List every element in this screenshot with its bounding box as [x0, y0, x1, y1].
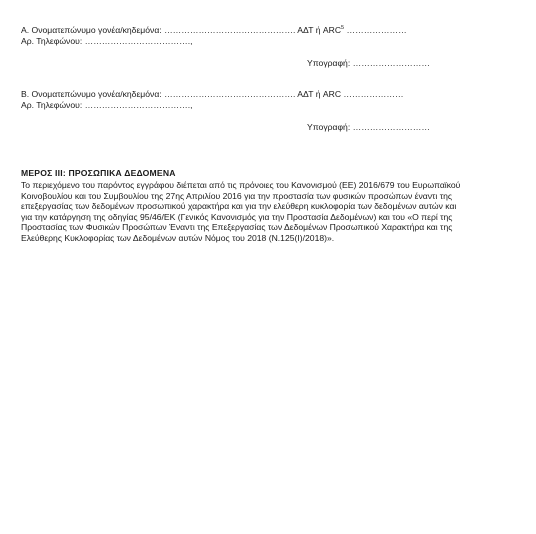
paragraph-line: Το περιεχόμενο του παρόντος εγγράφου διέπεται από τις πρόνοιες του Κανονισμού (ΕΕ) 2016/679 του Ευρωπαϊκού [21, 180, 461, 190]
paragraph-line: επεξεργασίας των δεδομένων προσωπικού χαρακτήρα και για την ελεύθερη κυκλοφορία των δεδομένων αυτών και [21, 201, 457, 211]
guardian-a-signature-line: Υπογραφή: ……………………… [307, 58, 430, 68]
guardian-b-phone-line: Αρ. Τηλεφώνου: ………………………………., [21, 100, 193, 110]
paragraph-line: Κοινοβουλίου και του Συμβουλίου της 27ης Απριλίου 2016 για την προστασία των φυσικών προσώπων έναντι της [21, 190, 453, 201]
data-protection-paragraph [21, 180, 513, 243]
guardian-b-signature-line: Υπογραφή: ……………………… [307, 122, 430, 132]
guardian-a-id-dots: ………………… [346, 25, 407, 35]
guardian-a-name-text: Α. Ονοματεπώνυμο γονέα/κηδεμόνα: ………………………………………. ΑΔΤ ή ARC [21, 25, 342, 35]
guardian-a-name-line [21, 25, 407, 36]
paragraph-line: για την κατάργηση της οδηγίας 95/46/ΕΚ (Γενικός Κανονισμός για την Προστασία Δεδομένων) και του «Ο περί της [21, 211, 453, 222]
section-heading: ΜΕΡΟΣ ΙΙΙ: ΠΡΟΣΩΠΙΚΑ ΔΕΔΟΜΕΝΑ [21, 168, 176, 178]
guardian-a-phone-line: Αρ. Τηλεφώνου: ………………………………., [21, 36, 193, 46]
paragraph-line: Προστασίας των Φυσικών Προσώπων Έναντι της Επεξεργασίας των Δεδομένων Προσωπικού Χαρακτήρα και της [21, 222, 453, 232]
guardian-b-name-line: Β. Ονοματεπώνυμο γονέα/κηδεμόνα: ………………………………………. ΑΔΤ ή ARC ………………… [21, 89, 404, 99]
footnote-marker: 5 [341, 25, 345, 31]
paragraph-line: Ελεύθερης Κυκλοφορίας των Δεδομένων αυτών Νόμος του 2018 (Ν.125(Ι)/2018)». [21, 232, 335, 243]
